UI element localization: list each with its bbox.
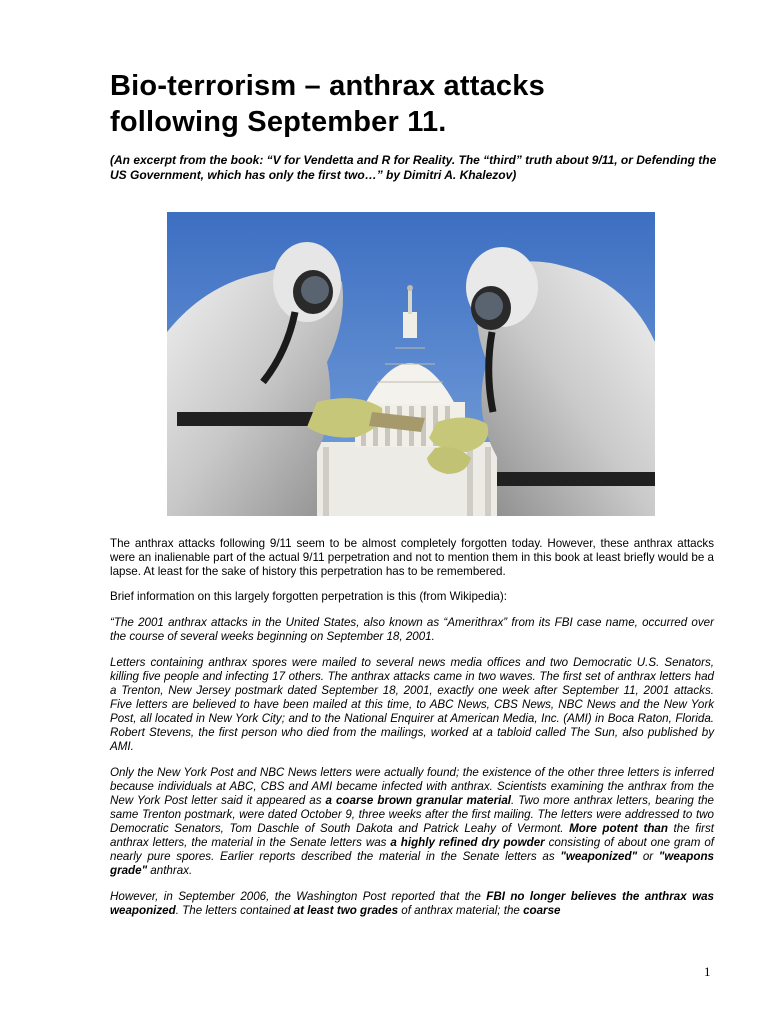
text-run: the first anthrax letters, the material in the Senate letters was (110, 822, 714, 849)
text-run: Only the New York Post and NBC News letters were actually found; the existence of the other three letters is inferred because individuals at ABC, CBS and AMI became infected with anthrax. Scientists examining the anthrax from the New York Post letter said it appeared as (110, 766, 714, 807)
text-run: anthrax. (147, 864, 193, 877)
quote-paragraph-3 (110, 766, 714, 878)
emphasis: at least two grades (293, 904, 399, 917)
quote-paragraph-1: “The 2001 anthrax attacks in the United States, also known as “Amerithrax” from its FBI case name, occurred over the course of several weeks beginning on September 18, 2001. (110, 616, 714, 643)
paragraph-source: Brief information on this largely forgotten perpetration is this (from Wikipedia): (110, 590, 507, 603)
photo-illustration (167, 212, 655, 516)
text-run: of anthrax material; the (398, 904, 524, 917)
text-run: . Two more anthrax letters, bearing the same Trenton postmark, were dated October 9, three weeks after the first mailing. The letters were addressed to two Democratic Senators, Tom Daschle of South Dakota and Patrick Leahy of Vermont. (110, 794, 714, 835)
hazmat-capitol-photo (167, 212, 655, 516)
document-title: Bio-terrorism – anthrax attacks following September 11. (110, 70, 545, 138)
paragraph-intro: The anthrax attacks following 9/11 seem to be almost completely forgotten today. However, these anthrax attacks were an inalienable part of the actual 9/11 perpetration and not to mention them in this book at least briefly would be a lapse. At least for the sake of history this perpetration has to be remembered. (110, 537, 714, 578)
emphasis: "weaponized" (560, 850, 638, 863)
text-run: However, in September 2006, the Washington Post reported that the (110, 890, 487, 903)
text-run: consisting of about one gram of nearly pure spores. Earlier reports described the material in the Senate letters as (110, 836, 714, 863)
text-run: or (637, 850, 659, 863)
emphasis: a coarse brown granular material (325, 794, 512, 807)
article-body (110, 537, 714, 930)
quote-paragraph-4 (110, 890, 714, 918)
document-subtitle: (An excerpt from the book: “V for Vendetta and R for Reality. The “third” truth about 9/11, or Defending the US Government, which has only the first two…” by Dimitri A. Khalezov) (110, 153, 717, 182)
emphasis: More potent than (569, 822, 668, 835)
emphasis: FBI no longer believes the anthrax was weaponized (110, 890, 714, 917)
emphasis: coarse (523, 904, 561, 917)
text-run: . The letters contained (175, 904, 294, 917)
page-number: 1 (704, 964, 711, 979)
emphasis: "weapons grade" (110, 850, 714, 877)
emphasis: a highly refined dry powder (390, 836, 545, 849)
quote-paragraph-2: Letters containing anthrax spores were mailed to several news media offices and two Democratic U.S. Senators, killing five people and infecting 17 others. The anthrax attacks came in two waves. The first set of anthrax letters had a Trenton, New Jersey postmark dated September 18, 2001, exactly one week after September 11, 2001 attacks. Five letters are believed to have been mailed at this time, to ABC News, CBS News, NBC News and the New York Post, all located in New York City; and to the National Enquirer at American Media, Inc. (AMI) in Boca Raton, Florida. Robert Stevens, the first person who died from the mailings, worked at a tabloid called The Sun, also published by AMI. (110, 656, 714, 753)
